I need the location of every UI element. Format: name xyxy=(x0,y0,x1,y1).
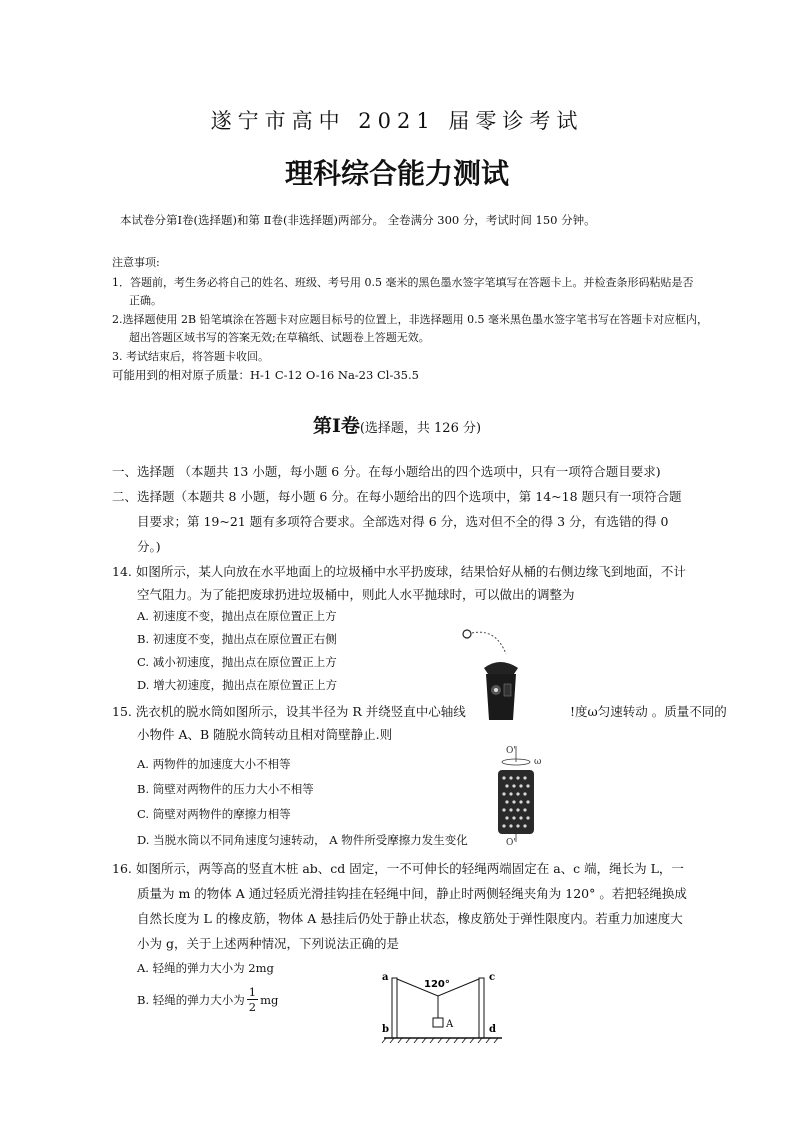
q16-stem: 自然长度为 L 的橡皮筋，物体 A 悬挂后仍处于静止状态，橡皮筋处于弹性限度内。若重力加速度大 xyxy=(137,911,683,926)
part2-instructions: 分。) xyxy=(137,539,161,554)
notes-title: 注意事项: xyxy=(112,256,160,269)
section-title: 第Ⅰ卷 xyxy=(312,415,360,437)
q16-option-b-prefix: B. 轻绳的弹力大小为 xyxy=(137,992,245,1007)
axis-top-label: O' xyxy=(506,746,516,756)
q15-option-b: B. 筒壁对两物件的压力大小不相等 xyxy=(137,782,314,796)
q14-option-c: C. 减小初速度，抛出点在原位置正上方 xyxy=(137,655,337,669)
mass-block xyxy=(433,1018,443,1027)
q14-stem: 14. 如图所示，某人向放在水平地面上的垃圾桶中水平扔废球，结果恰好从桶的右侧边缘飞到地面，不计 xyxy=(112,564,686,579)
fraction-numerator: 1 xyxy=(248,985,257,999)
q16-stem: 16. 如图所示，两等高的竖直木桩 ab、cd 固定，一不可伸长的轻绳两端固定在 a、c 端，绳长为 L，一 xyxy=(112,861,684,876)
q14-option-a: A. 初速度不变，抛出点在原位置正上方 xyxy=(137,609,337,623)
note-item: 2.选择题使用 2B 铅笔填涂在答题卡对应题目标号的位置上，非选择题用 0.5 毫米黑色墨水签字笔书写在答题卡对应框内， xyxy=(112,313,709,326)
q16-stem: 小为 g，关于上述两种情况，下列说法正确的是 xyxy=(137,936,399,951)
spin-drum-figure xyxy=(494,742,558,846)
trash-bin-figure xyxy=(458,624,538,724)
post-cd xyxy=(479,978,484,1038)
note-item: 3. 考试结束后，将答题卡收回。 xyxy=(112,350,269,363)
mass-label: A xyxy=(446,1019,454,1030)
q15-stem-end: !度ω匀速转动 。质量不同的 xyxy=(570,704,727,719)
q15-option-d: D. 当脱水筒以不同角速度匀速转动， A 物件所受摩擦力发生变化 xyxy=(137,833,468,847)
angle-label: 120° xyxy=(424,979,450,990)
section-subtitle: (选择题，共 126 分) xyxy=(359,421,482,436)
bin-body-icon xyxy=(486,674,516,720)
exam-title: 遂宁市高中 2021 届零诊考试 xyxy=(210,109,584,133)
note-item: 正确。 xyxy=(129,294,162,307)
q15-option-c: C. 筒壁对两物件的摩擦力相等 xyxy=(137,807,291,821)
fraction xyxy=(247,985,258,1014)
part2-instructions: 二、选择题（本题共 8 小题，每小题 6 分。在每小题给出的四个选项中，第 14~18 题只有一项符合题 xyxy=(112,489,682,504)
fraction-denominator: 2 xyxy=(248,1000,257,1014)
rope-posts-figure xyxy=(376,966,510,1046)
section-heading xyxy=(0,411,794,438)
note-item: 1．答题前，考生务必将自己的姓名、班级、考号用 0.5 毫米的黑色墨水签字笔填写在答题卡上。并检查条形码粘贴是否 xyxy=(112,276,694,289)
q14-option-d: D. 增大初速度，抛出点在原位置正上方 xyxy=(137,678,338,692)
bin-lid-icon xyxy=(484,662,518,674)
q16-option-b-suffix: mg xyxy=(260,992,279,1007)
note-item: 超出答题区域书写的答案无效;在草稿纸、试题卷上答题无效。 xyxy=(129,331,430,344)
label-d: d xyxy=(489,1024,496,1035)
q16-stem: 质量为 m 的物体 A 通过轻质光滑挂钩挂在轻绳中间，静止时两侧轻绳夹角为 120° 。若把轻绳换成 xyxy=(137,886,687,901)
label-b: b xyxy=(382,1024,389,1035)
axis-bottom-label: O' xyxy=(506,838,516,846)
q14-option-b: B. 初速度不变，抛出点在原位置正右侧 xyxy=(137,632,337,646)
post-ab xyxy=(392,978,397,1038)
q15-stem-start: 15. 洗衣机的脱水筒如图所示，设其半径为 R 并绕竖直中心轴线 xyxy=(112,704,466,719)
q15-option-a: A. 两物件的加速度大小不相等 xyxy=(137,757,291,771)
exam-intro: 本试卷分第Ⅰ卷(选择题)和第 Ⅱ卷(非选择题)两部分。 全卷满分 300 分，考试时间 150 分钟。 xyxy=(120,213,596,227)
atomic-masses: 可能用到的相对原子质量：H-1 C-12 O-16 Na-23 Cl-35.5 xyxy=(112,368,419,382)
q16-option-a: A. 轻绳的弹力大小为 2mg xyxy=(137,961,274,975)
part2-instructions: 目要求；第 19~21 题有多项符合要求。全部选对得 6 分，选对但不全的得 3 分，有选错的得 0 xyxy=(137,514,669,529)
ball-icon xyxy=(463,630,471,638)
part1-instructions: 一、选择题 （本题共 13 小题，每小题 6 分。在每小题给出的四个选项中，只有一项符合题目要求) xyxy=(112,464,661,479)
q16-option-b xyxy=(137,985,278,1014)
subject-title: 理科综合能力测试 xyxy=(284,157,509,190)
q14-stem: 空气阻力。为了能把废球扔进垃圾桶中，则此人水平抛球时，可以做出的调整为 xyxy=(137,587,575,602)
q15-stem: 小物件 A、B 随脱水筒转动且相对筒壁静止.则 xyxy=(137,727,393,742)
omega-label: ω xyxy=(534,757,542,767)
label-a: a xyxy=(382,972,389,983)
label-c: c xyxy=(489,972,496,983)
